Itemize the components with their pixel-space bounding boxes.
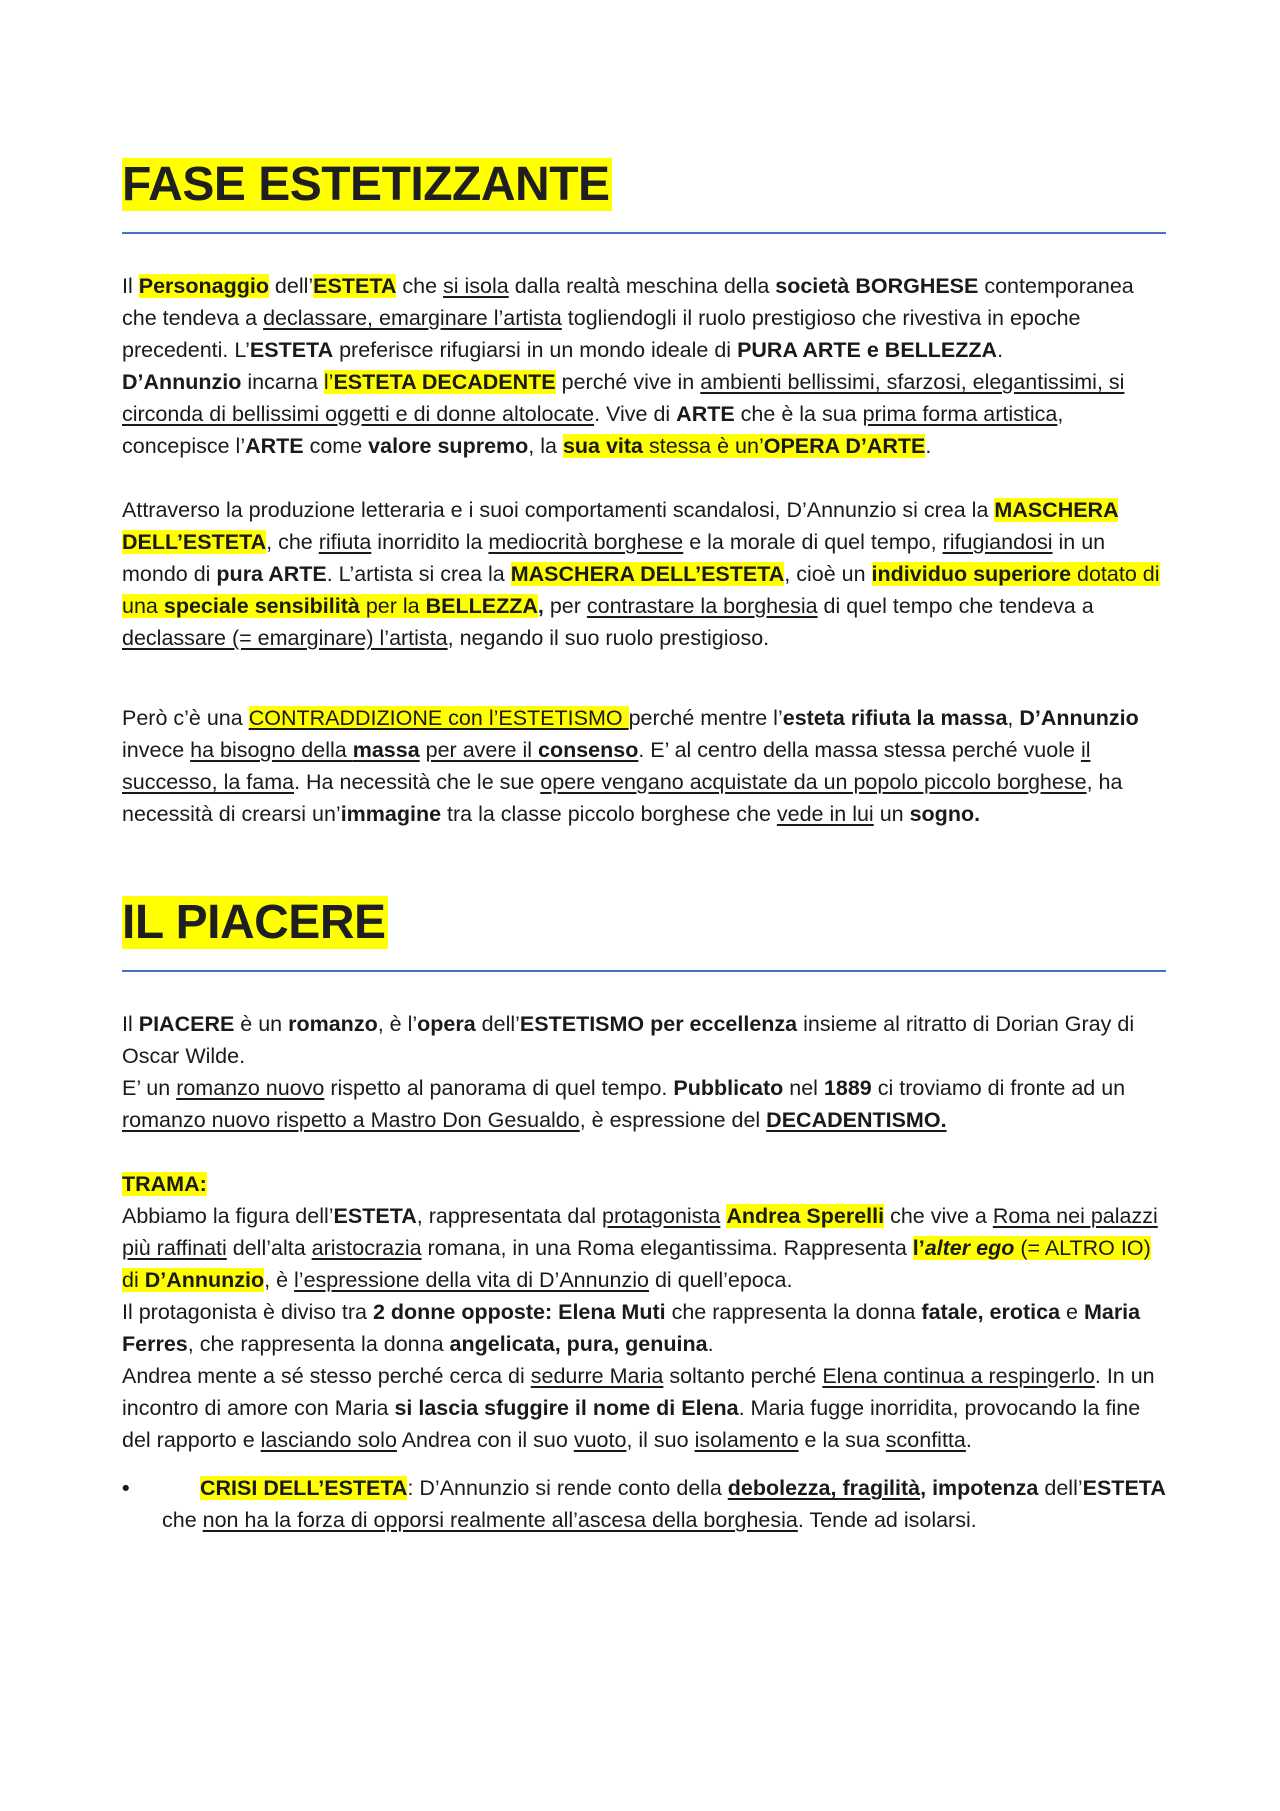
underlined-text: [426, 738, 639, 762]
bold-text: consenso: [537, 738, 639, 762]
text-run: : D’Annunzio si rende conto della: [407, 1476, 728, 1500]
trama-label: [122, 1168, 1166, 1200]
bold-text: ESTETA: [313, 274, 397, 298]
text-run: Però c’è una: [122, 706, 249, 730]
text-run: Andrea mente a sé stesso perché cerca di: [122, 1364, 531, 1388]
text-run: che: [162, 1508, 203, 1532]
bold-text: Maria Ferres: [122, 1300, 1141, 1356]
underlined-text: rifiuta: [318, 530, 372, 554]
text-run: (= ALTRO IO) di: [122, 1236, 1151, 1292]
bold-text: si lascia sfuggire il nome di Elena: [394, 1396, 739, 1420]
bold-text: MASCHERA DELL’ESTETA: [510, 562, 785, 586]
text-run: , concepisce l’: [122, 402, 1064, 458]
text-run: tra la classe piccolo borghese che: [441, 802, 777, 826]
underlined-text: Roma nei palazzi più raffinati: [122, 1204, 1158, 1260]
bullet-crisi-esteta: [122, 1472, 1166, 1536]
highlighted-text: [200, 1476, 407, 1500]
document-body: [122, 150, 1166, 1536]
text-run: che vive a: [884, 1204, 993, 1228]
bold-text: D’Annunzio: [122, 370, 242, 394]
bold-text: 2 donne opposte: Elena Muti: [372, 1300, 666, 1324]
highlighted-text: [313, 274, 396, 298]
text-run: di quel tempo che tendeva a: [817, 594, 1094, 618]
underlined-text: opere vengano acquistate da un popolo piccolo borghese: [540, 770, 1087, 794]
bold-text: D’Annunzio: [144, 1268, 265, 1292]
bold-text: ESTETA DECADENTE: [333, 370, 556, 394]
paragraph-trama: [122, 1200, 1166, 1296]
text-run: , la: [528, 434, 563, 458]
bold-text: pura ARTE: [216, 562, 327, 586]
text-run: togliendogli il ruolo prestigioso che rivestiva in epoche precedenti. L’: [122, 306, 1081, 362]
bold-text: ARTE: [676, 402, 735, 426]
text-run: Attraverso la produzione letteraria e i suoi comportamenti scandalosi, D’Annunzio si crea la: [122, 498, 995, 522]
bullet-text: [162, 1472, 1166, 1536]
paragraph-romanzo-nuovo: [122, 1072, 1166, 1136]
underlined-text: Elena continua a respingerlo: [822, 1364, 1095, 1388]
text-run: . E’ al centro della massa stessa perché vuole: [638, 738, 1081, 762]
highlighted-title: FASE ESTETIZZANTE: [122, 158, 610, 211]
bold-text: sogno.: [909, 802, 981, 826]
bold-text: l’: [912, 1236, 925, 1260]
bold-text: PURA ARTE e BELLEZZA: [737, 338, 998, 362]
underlined-text: il successo, la fama: [122, 738, 1091, 794]
underlined-text: romanzo nuovo: [176, 1076, 325, 1100]
text-run: contemporanea che tendeva a: [122, 274, 1134, 330]
bold-text: TRAMA:: [122, 1172, 207, 1196]
bold-underlined-text: DECADENTISMO.: [766, 1108, 947, 1132]
text-run: invece: [122, 738, 191, 762]
text-run: Abbiamo la figura dell’: [122, 1204, 334, 1228]
underlined-text: vede in lui: [776, 802, 874, 826]
text-run: e la morale di quel tempo,: [683, 530, 943, 554]
bold-text: Personaggio: [138, 274, 269, 298]
bold-text: massa: [352, 738, 420, 762]
text-run: per avere il: [425, 738, 538, 762]
text-run: .: [925, 434, 932, 458]
text-run: insieme al ritratto di Dorian Gray di Oscar Wilde.: [122, 1012, 1135, 1068]
text-run: come: [303, 434, 369, 458]
underlined-text: declassare (= emarginare) l’artista: [122, 626, 448, 650]
text-run: nel: [783, 1076, 824, 1100]
underlined-text: lasciando solo: [260, 1428, 397, 1452]
text-run: perché mentre l’: [628, 706, 783, 730]
section-title-il-piacere: [122, 888, 1166, 958]
underlined-text: si isola: [443, 274, 509, 298]
text-run: Il: [122, 274, 139, 298]
text-run: . Tende ad isolarsi.: [797, 1508, 977, 1532]
text-run: dell’: [475, 1012, 520, 1036]
underlined-text: sedurre Maria: [530, 1364, 664, 1388]
underlined-text: sconfitta: [885, 1428, 966, 1452]
text-run: dalla realtà meschina della: [508, 274, 776, 298]
text-run: Andrea con il suo: [396, 1428, 574, 1452]
bold-text: BELLEZZA: [425, 594, 538, 618]
underlined-text: ambienti bellissimi, sfarzosi, elegantissimi, si circonda di bellissimi oggetti e di donne altolocate: [122, 370, 1125, 426]
text-run: soltanto perché: [663, 1364, 823, 1388]
bold-text: impotenza: [932, 1476, 1039, 1500]
bold-text: OPERA D’ARTE: [763, 434, 926, 458]
bold-text: ,: [920, 1476, 933, 1500]
bold-text: società BORGHESE: [775, 274, 979, 298]
bold-text: fatale, erotica: [921, 1300, 1061, 1324]
bold-text: speciale sensibilità: [163, 594, 360, 618]
bold-text: esteta rifiuta la massa: [782, 706, 1008, 730]
paragraph-andrea: [122, 1360, 1166, 1456]
underlined-text: declassare, emarginare l’artista: [263, 306, 562, 330]
text-run: incarna: [241, 370, 324, 394]
text-run: ,: [1007, 706, 1020, 730]
bold-text: 1889: [823, 1076, 872, 1100]
underlined-text: mediocrità borghese: [488, 530, 684, 554]
text-run: perché vive in: [555, 370, 701, 394]
highlighted-text: [324, 370, 556, 394]
bold-text: Pubblicato: [673, 1076, 784, 1100]
underlined-text: rifugiandosi: [942, 530, 1053, 554]
text-run: ha bisogno della: [190, 738, 353, 762]
text-run: . L’artista si crea la: [326, 562, 511, 586]
text-run: preferisce rifugiarsi in un mondo ideale di: [333, 338, 738, 362]
paragraph-dannunzio-esteta: [122, 366, 1166, 462]
text-run: è un: [234, 1012, 289, 1036]
bold-text: CRISI DELL’ESTETA: [200, 1476, 408, 1500]
text-run: Il protagonista è diviso tra: [122, 1300, 373, 1324]
highlighted-title: IL PIACERE: [122, 896, 386, 949]
underlined-text: isolamento: [694, 1428, 799, 1452]
bold-text: Andrea Sperelli: [726, 1204, 885, 1228]
underlined-text: protagonista: [602, 1204, 721, 1228]
underlined-text: non ha la forza di opporsi realmente all’ascesa della borghesia: [202, 1508, 798, 1532]
bold-text: angelicata, pura, genuina: [449, 1332, 708, 1356]
text-run: rispetto al panorama di quel tempo.: [324, 1076, 674, 1100]
bold-text: romanzo: [288, 1012, 378, 1036]
text-run: .: [997, 338, 1004, 362]
text-run: , ha necessità di crearsi un’: [122, 770, 1123, 826]
paragraph-due-donne: [122, 1296, 1166, 1360]
text-run: per la: [359, 594, 426, 618]
highlighted-text: [511, 562, 785, 586]
highlighted-text: [139, 274, 269, 298]
text-run: dell’: [268, 274, 314, 298]
text-run: e: [1060, 1300, 1084, 1324]
highlighted-underlined-text: CONTRADDIZIONE con l’ESTETISMO: [248, 706, 629, 730]
bullet-icon: •: [122, 1476, 130, 1500]
text-run: , rappresentata dal: [416, 1204, 603, 1228]
bold-text: individuo superiore: [871, 562, 1072, 586]
highlighted-text: [563, 434, 925, 458]
text-run: l’: [323, 370, 334, 394]
text-run: , che: [266, 530, 319, 554]
text-run: .: [707, 1332, 714, 1356]
bold-text: ESTETA: [1082, 1476, 1166, 1500]
text-run: . Vive di: [594, 402, 677, 426]
bold-underlined-text: debolezza, fragilità: [727, 1476, 921, 1500]
paragraph-esteta: [122, 270, 1166, 366]
bold-text: D’Annunzio: [1019, 706, 1139, 730]
underlined-text: vuoto: [573, 1428, 627, 1452]
text-run: , il suo: [626, 1428, 695, 1452]
text-run: , è: [264, 1268, 295, 1292]
text-run: , è espressione del: [579, 1108, 767, 1132]
text-run: dell’alta: [226, 1236, 312, 1260]
paragraph-piacere-intro: [122, 1008, 1166, 1072]
text-run: che rappresenta la donna: [665, 1300, 922, 1324]
underlined-text: aristocrazia: [311, 1236, 422, 1260]
bold-text: ESTETA: [333, 1204, 417, 1228]
text-run: inorridito la: [371, 530, 489, 554]
text-run: , negando il suo ruolo prestigioso.: [447, 626, 770, 650]
text-run: , cioè un: [784, 562, 872, 586]
text-run: dotato di una: [122, 562, 1160, 618]
text-run: . Maria fugge inorridita, provocando la fine del rapporto e: [122, 1396, 1141, 1452]
bold-text: valore supremo: [368, 434, 529, 458]
text-run: . In un incontro di amore con Maria: [122, 1364, 1155, 1420]
bold-text: PIACERE: [138, 1012, 235, 1036]
text-run: E’ un: [122, 1076, 177, 1100]
bold-text: opera: [417, 1012, 476, 1036]
text-run: in un mondo di: [122, 530, 1106, 586]
text-run: stessa è un’: [643, 434, 764, 458]
bold-text: ESTETISMO per eccellenza: [519, 1012, 798, 1036]
bold-text: sua vita: [562, 434, 644, 458]
section-title-fase-estetizzante: [122, 150, 1166, 220]
underlined-text: contrastare la borghesia: [586, 594, 818, 618]
text-run: per: [543, 594, 587, 618]
text-run: Il: [122, 1012, 139, 1036]
text-run: ci troviamo di fronte ad un: [871, 1076, 1126, 1100]
text-run: che: [396, 274, 444, 298]
bold-text: ARTE: [245, 434, 304, 458]
text-run: . Ha necessità che le sue: [294, 770, 541, 794]
text-run: e la sua: [798, 1428, 886, 1452]
underlined-text: [190, 738, 420, 762]
bold-text: immagine: [340, 802, 442, 826]
text-run: romana, in una Roma elegantissima. Rappresenta: [421, 1236, 913, 1260]
text-run: , è l’: [377, 1012, 418, 1036]
text-run: che è la sua: [734, 402, 863, 426]
underlined-text: romanzo nuovo rispetto a Mastro Don Gesualdo: [122, 1108, 580, 1132]
bold-italic-text: alter ego: [924, 1236, 1015, 1260]
bold-text: ,: [537, 594, 544, 618]
underlined-text: prima forma artistica: [862, 402, 1058, 426]
text-run: di quell’epoca.: [648, 1268, 793, 1292]
text-run: un: [873, 802, 910, 826]
underlined-text: l’espressione della vita di D’Annunzio: [294, 1268, 649, 1292]
highlighted-text: [122, 1172, 207, 1196]
highlighted-text: [726, 1204, 884, 1228]
text-run: .: [965, 1428, 972, 1452]
paragraph-contraddizione: [122, 702, 1166, 830]
bold-text: ESTETA: [249, 338, 334, 362]
paragraph-maschera: [122, 494, 1166, 654]
text-run: , che rappresenta la donna: [187, 1332, 450, 1356]
text-run: dell’: [1038, 1476, 1083, 1500]
bold-text: MASCHERA DELL’ESTETA: [122, 498, 1118, 554]
